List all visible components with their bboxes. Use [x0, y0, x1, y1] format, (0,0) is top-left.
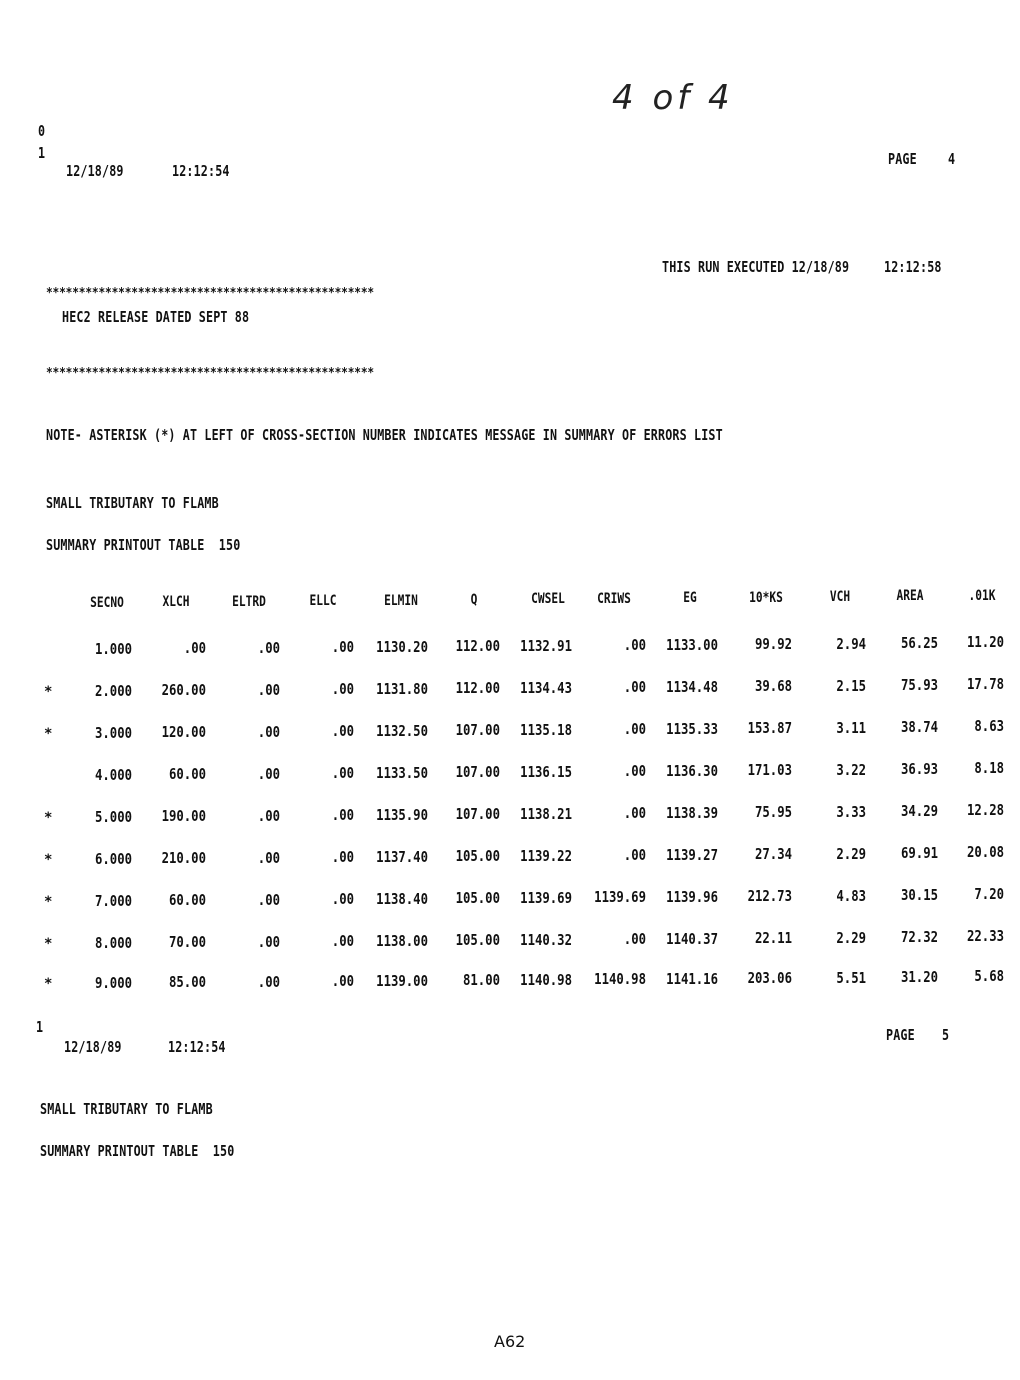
- table-header-cell: ELTRD: [232, 593, 266, 610]
- table-cell: 2.15: [836, 676, 866, 695]
- table-cell: .00: [331, 806, 354, 825]
- table-cell: 1135.90: [376, 805, 428, 824]
- table-cell: 17.78: [966, 675, 1004, 694]
- table-cell: 4.83: [836, 886, 866, 905]
- table-cell: 3.22: [836, 760, 866, 779]
- table-cell: 1135.33: [666, 719, 718, 738]
- table-cell: 9.000: [94, 974, 132, 992]
- table-cell: 6.000: [94, 850, 132, 868]
- table-header-cell: EG: [683, 590, 697, 607]
- table-cell: 1138.40: [376, 889, 428, 908]
- run-title: SMALL TRIBUTARY TO FLAMB: [46, 494, 219, 512]
- table-cell: 153.87: [747, 719, 792, 738]
- run-executed-time: 12:12:58: [884, 258, 942, 276]
- table-cell: .00: [257, 764, 280, 783]
- table-cell: 81.00: [462, 971, 500, 990]
- table-cell: 22.11: [754, 929, 792, 948]
- table-cell: .00: [331, 680, 354, 699]
- table-cell: 1140.32: [520, 930, 572, 949]
- table-cell: 171.03: [747, 761, 792, 780]
- table-cell: .00: [257, 680, 280, 699]
- table-cell: .00: [623, 636, 646, 655]
- table-cell: 8.000: [94, 934, 132, 952]
- table-cell: 1134.43: [520, 678, 572, 697]
- table-header-cell: Q: [470, 592, 478, 608]
- page2-header-time: 12:12:54: [168, 1038, 226, 1056]
- table-row: [0, 633, 1020, 660]
- table-cell: 75.93: [900, 675, 938, 694]
- table-cell: 85.00: [168, 973, 206, 992]
- table-row: [0, 885, 1020, 912]
- page-number: 4: [948, 150, 956, 168]
- table-cell: 1134.48: [666, 677, 718, 696]
- table-cell: 112.00: [455, 679, 500, 698]
- table-cell: 107.00: [455, 763, 500, 782]
- table-cell: 1132.91: [520, 636, 572, 655]
- table-cell: 210.00: [161, 849, 206, 868]
- table-cell: 2.29: [836, 928, 866, 947]
- table-cell: 1136.15: [520, 762, 572, 781]
- table-cell: 203.06: [747, 969, 792, 988]
- table-cell: 1138.39: [666, 803, 718, 822]
- table-cell: 20.08: [966, 843, 1004, 862]
- table-cell: .00: [331, 722, 354, 741]
- error-marker: *: [44, 976, 53, 992]
- table-row: [0, 843, 1020, 870]
- table-cell: 1139.22: [520, 846, 572, 865]
- table-cell: 30.15: [900, 885, 938, 904]
- table-row: [0, 717, 1020, 744]
- table-cell: 105.00: [455, 889, 500, 908]
- table-cell: 1140.98: [520, 970, 572, 989]
- table-cell: 2.000: [94, 682, 132, 700]
- table-cell: 36.93: [900, 759, 938, 778]
- table-cell: 107.00: [455, 721, 500, 740]
- table-cell: 7.000: [94, 892, 132, 910]
- table-cell: 1133.00: [666, 635, 718, 654]
- run-executed-text: THIS RUN EXECUTED 12/18/89: [662, 258, 850, 276]
- table-cell: 27.34: [754, 845, 792, 864]
- table-row: [0, 759, 1020, 786]
- error-marker: *: [44, 894, 53, 910]
- table-cell: 1131.80: [376, 679, 428, 698]
- error-marker: *: [44, 726, 53, 742]
- table-cell: 1139.00: [376, 971, 428, 990]
- table-header-cell: .01K: [968, 587, 996, 604]
- table-cell: 105.00: [455, 931, 500, 950]
- page2-header-date: 12/18/89: [64, 1038, 122, 1056]
- table-cell: 99.92: [754, 635, 792, 654]
- carriage-control-1: 1: [38, 144, 46, 162]
- table-cell: .00: [257, 722, 280, 741]
- table-cell: 1132.50: [376, 721, 428, 740]
- table-cell: 75.95: [754, 803, 792, 822]
- table-header-cell: SECNO: [90, 595, 124, 611]
- table-cell: .00: [331, 764, 354, 783]
- table-cell: .00: [623, 846, 646, 865]
- error-marker: *: [44, 684, 53, 700]
- table-cell: 107.00: [455, 805, 500, 824]
- table-cell: 1137.40: [376, 847, 428, 866]
- asterisk-divider-bottom: **************************************************: [46, 366, 374, 381]
- table-cell: 3.11: [836, 718, 866, 737]
- table-header-cell: ELLC: [309, 593, 337, 610]
- table-cell: 11.20: [966, 633, 1004, 652]
- table-cell: .00: [623, 930, 646, 949]
- summary-table-title: SUMMARY PRINTOUT TABLE 150: [46, 536, 241, 554]
- table-cell: 5.000: [94, 808, 132, 826]
- error-marker: *: [44, 852, 53, 868]
- page2-run-title: SMALL TRIBUTARY TO FLAMB: [40, 1100, 213, 1118]
- table-cell: 1136.30: [666, 761, 718, 780]
- table-cell: 31.20: [900, 967, 938, 986]
- table-row: [0, 967, 1020, 994]
- page2-number: 5: [942, 1026, 950, 1044]
- page2-table-title: SUMMARY PRINTOUT TABLE 150: [40, 1142, 235, 1160]
- table-cell: .00: [183, 639, 206, 658]
- table-cell: 1130.20: [376, 637, 428, 656]
- table-cell: 2.29: [836, 844, 866, 863]
- table-cell: .00: [331, 890, 354, 909]
- table-header-cell: XLCH: [162, 594, 190, 611]
- page-header-date: 12/18/89: [66, 162, 124, 180]
- table-cell: 1140.37: [666, 929, 718, 948]
- table-cell: .00: [257, 932, 280, 951]
- table-cell: 1135.18: [520, 720, 572, 739]
- page-break-carriage: 1: [36, 1018, 44, 1036]
- table-cell: 5.51: [836, 968, 866, 987]
- table-cell: 7.20: [974, 885, 1004, 904]
- page-footer: A62: [494, 1332, 526, 1351]
- table-cell: 1139.69: [520, 888, 572, 907]
- handwritten-note: 4 of 4: [612, 78, 734, 118]
- table-cell: .00: [331, 932, 354, 951]
- asterisk-divider-top: **************************************************: [46, 286, 374, 301]
- table-cell: 3.33: [836, 802, 866, 821]
- table-row: [0, 675, 1020, 702]
- table-cell: 5.68: [974, 967, 1004, 986]
- table-cell: 1133.50: [376, 763, 428, 782]
- table-cell: 12.28: [966, 801, 1004, 820]
- table-cell: 34.29: [900, 801, 938, 820]
- table-cell: 1138.21: [520, 804, 572, 823]
- page-label: PAGE: [888, 150, 917, 168]
- table-header-cell: 10*KS: [749, 589, 783, 606]
- table-header-cell: CWSEL: [531, 591, 565, 608]
- table-cell: 8.63: [974, 717, 1004, 736]
- table-header-cell: VCH: [829, 589, 851, 605]
- table-cell: .00: [331, 638, 354, 657]
- table-cell: .00: [331, 972, 354, 991]
- table-cell: 60.00: [168, 765, 206, 784]
- error-marker: *: [44, 810, 53, 826]
- table-cell: 72.32: [900, 927, 938, 946]
- table-cell: 38.74: [900, 717, 938, 736]
- table-cell: 4.000: [94, 766, 132, 784]
- table-cell: 70.00: [168, 933, 206, 952]
- table-cell: 2.94: [836, 634, 866, 653]
- table-cell: 190.00: [161, 807, 206, 826]
- table-cell: .00: [623, 804, 646, 823]
- table-header-cell: CRIWS: [597, 590, 631, 607]
- error-marker: *: [44, 936, 53, 952]
- table-cell: .00: [257, 890, 280, 909]
- table-cell: 60.00: [168, 891, 206, 910]
- table-row: [0, 801, 1020, 828]
- table-cell: 1139.27: [666, 845, 718, 864]
- table-cell: .00: [623, 762, 646, 781]
- page-header-time: 12:12:54: [172, 162, 230, 180]
- table-cell: 3.000: [94, 724, 132, 742]
- carriage-control-0: 0: [38, 122, 46, 140]
- table-cell: 1141.16: [666, 969, 718, 988]
- table-cell: 1.000: [94, 640, 132, 658]
- table-cell: 39.68: [754, 677, 792, 696]
- page2-label: PAGE: [886, 1026, 915, 1044]
- table-row: [0, 927, 1020, 954]
- table-cell: 260.00: [161, 681, 206, 700]
- table-cell: .00: [257, 806, 280, 825]
- release-banner: HEC2 RELEASE DATED SEPT 88: [62, 308, 250, 326]
- table-cell: .00: [257, 848, 280, 867]
- table-cell: .00: [623, 720, 646, 739]
- table-cell: .00: [331, 848, 354, 867]
- table-cell: 56.25: [900, 633, 938, 652]
- table-cell: 69.91: [900, 843, 938, 862]
- asterisk-note: NOTE- ASTERISK (*) AT LEFT OF CROSS-SECTION NUMBER INDICATES MESSAGE IN SUMMARY OF ERRORS LIST: [46, 426, 723, 444]
- table-cell: 8.18: [974, 759, 1004, 778]
- table-header-cell: AREA: [896, 588, 924, 605]
- table-cell: 22.33: [966, 927, 1004, 946]
- table-cell: 1138.00: [376, 931, 428, 950]
- table-cell: 112.00: [455, 637, 500, 656]
- table-cell: 120.00: [161, 723, 206, 742]
- table-cell: 1139.69: [594, 888, 646, 907]
- table-cell: 1140.98: [594, 970, 646, 989]
- table-cell: .00: [257, 972, 280, 991]
- table-cell: .00: [257, 638, 280, 657]
- table-cell: .00: [623, 678, 646, 697]
- table-cell: 212.73: [747, 887, 792, 906]
- table-cell: 105.00: [455, 847, 500, 866]
- table-cell: 1139.96: [666, 887, 718, 906]
- table-header-cell: ELMIN: [384, 592, 418, 609]
